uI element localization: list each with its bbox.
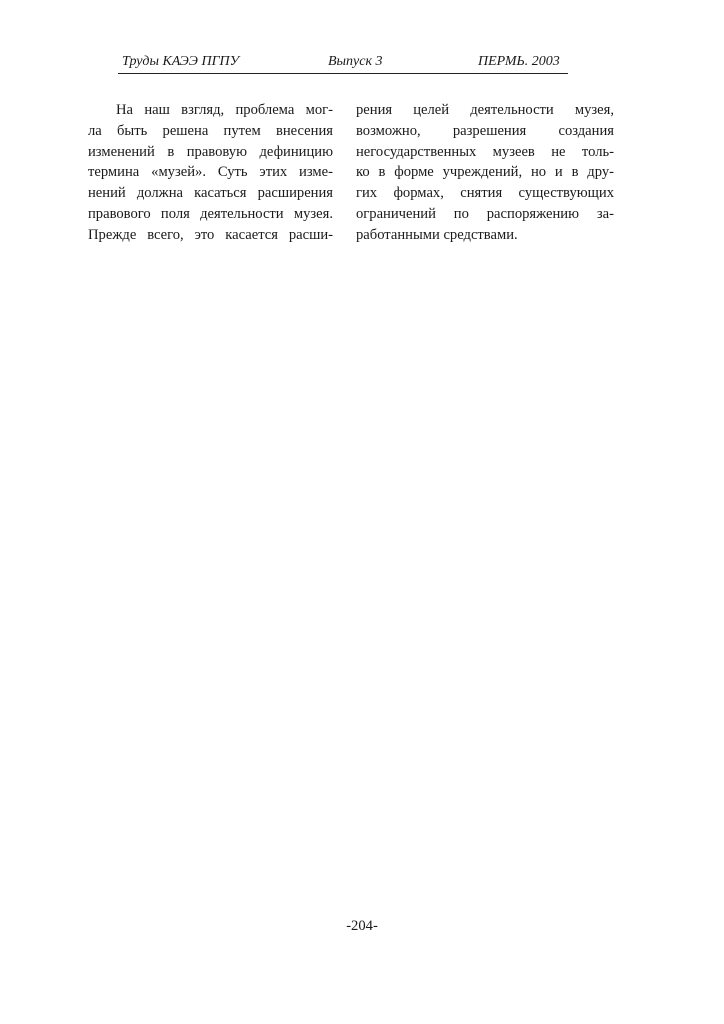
text-column-right bbox=[356, 100, 614, 246]
text-line: термина «музей». Суть этих изме- bbox=[88, 164, 333, 181]
text-line: возможно, разрешения создания bbox=[356, 122, 614, 139]
header-journal-title: Труды КАЭЭ ПГПУ bbox=[122, 54, 240, 69]
text-line: работанными средствами. bbox=[356, 226, 518, 243]
text-line: нений должна касаться расширения bbox=[88, 185, 333, 202]
running-header bbox=[118, 53, 568, 74]
text-line: ла быть решена путем внесения bbox=[88, 122, 333, 139]
text-line: гих формах, снятия существующих bbox=[356, 185, 614, 202]
text-line: ко в форме учреждений, но и в дру- bbox=[356, 164, 614, 181]
text-line: ограничений по распоряжению за- bbox=[356, 205, 614, 222]
text-line: негосударственных музеев не толь- bbox=[356, 143, 614, 160]
text-line: изменений в правовую дефиницию bbox=[88, 143, 333, 160]
header-place-year: ПЕРМЬ. 2003 bbox=[478, 54, 560, 69]
page-number: -204- bbox=[346, 918, 378, 934]
text-line: правового поля деятельности музея. bbox=[88, 205, 333, 222]
text-line: На наш взгляд, проблема мог- bbox=[116, 102, 333, 118]
text-line: Прежде всего, это касается расши- bbox=[88, 226, 333, 243]
text-column-left bbox=[88, 100, 333, 246]
text-line: рения целей деятельности музея, bbox=[356, 102, 614, 118]
header-issue-number: Выпуск 3 bbox=[328, 54, 383, 69]
